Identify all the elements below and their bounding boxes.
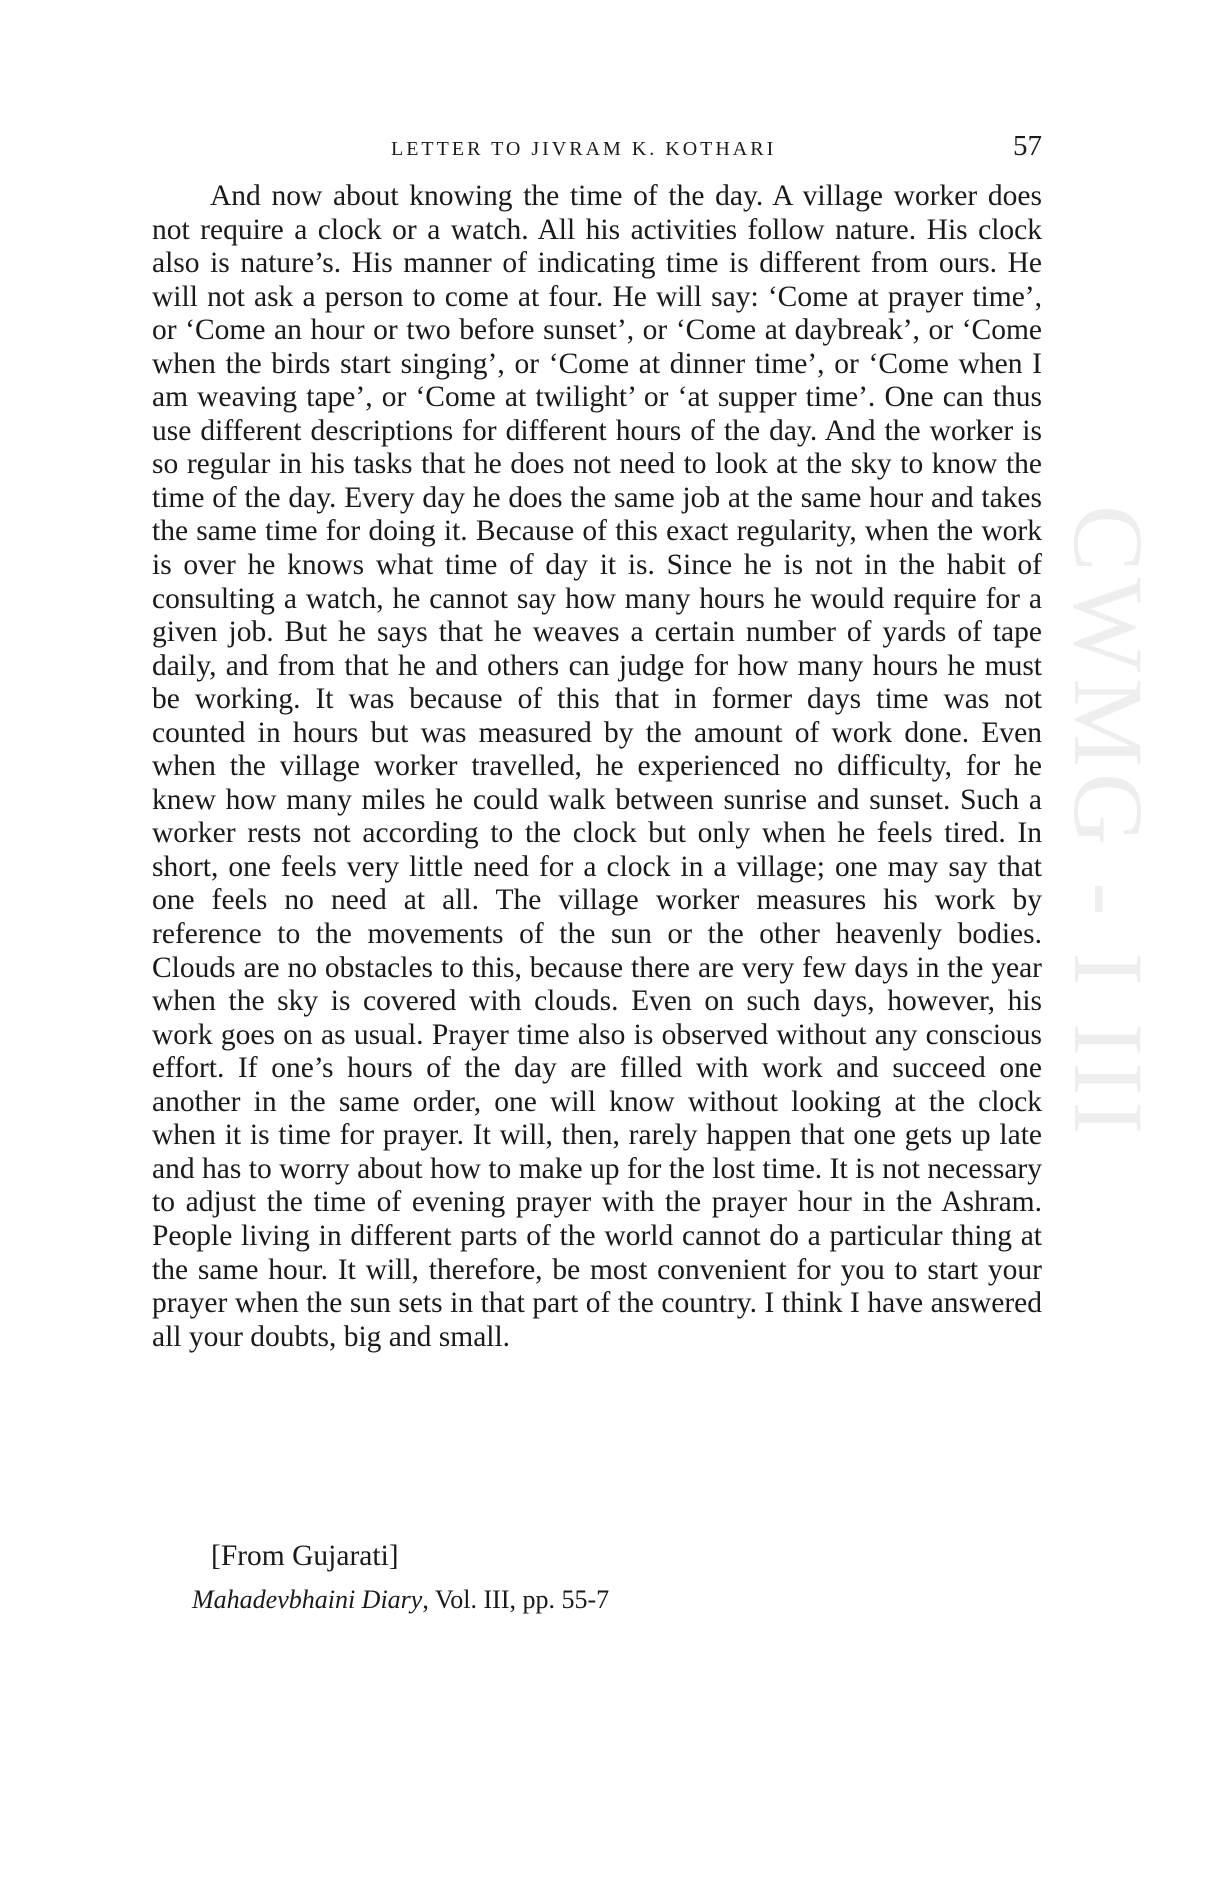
- citation: [192, 1585, 609, 1615]
- watermark: [1048, 505, 1164, 1405]
- citation-title: Mahadevbhaini Diary: [192, 1585, 423, 1614]
- body-paragraph: And now about knowing the time of the day. A village worker does not require a clock or a watch. All his activities follow nature. His clock also is nature’s. His manner of indicating time is different from ours. He will not ask a person to come at four. He will say: ‘Come at prayer time’, or ‘Come an hour or two before sunset’, or ‘Come at daybreak’, or ‘Come when the birds start singing’, or ‘Come at dinner time’, or ‘Come when I am weaving tape’, or ‘Come at twilight’ or ‘at supper time’. One can thus use different descriptions for different hours of the day. And the worker is so regular in his tasks that he does not need to look at the sky to know the time of the day. Every day he does the same job at the same hour and takes the same time for doing it. Because of this exact regularity, when the work is over he knows what time of day it is. Since he is not in the habit of consulting a watch, he cannot say how many hours he would require for a given job. But he says that he weaves a certain number of yards of tape daily, and from that he and others can judge for how many hours he must be working. It was because of this that in former days time was not counted in hours but was measured by the amount of work done. Even when the village worker travelled, he experienced no difficulty, for he knew how many miles he could walk between sunrise and sunset. Such a worker rests not according to the clock but only when he feels tired. In short, one feels very little need for a clock in a village; one may say that one feels no need at all. The village worker measures his work by reference to the movements of the sun or the other heavenly bodies. Clouds are no obstacles to this, because there are very few days in the year when the sky is covered with clouds. Even on such days, however, his work goes on as usual. Prayer time also is observed without any conscious effort. If one’s hours of the day are filled with work and succeed one another in the same order, one will know without looking at the clock when it is time for prayer. It will, then, rarely happen that one gets up late and has to worry about how to make up for the lost time. It is not necessary to adjust the time of evening prayer with the prayer hour in the Ashram. People living in different parts of the world cannot do a particular thing at the same hour. It will, therefore, be most convenient for you to start your prayer when the sun sets in that part of the country. I think I have answered all your doubts, big and small.: [152, 180, 1042, 1353]
- running-title: LETTER TO JIVRAM K. KOTHARI: [391, 138, 777, 160]
- citation-details: , Vol. III, pp. 55-7: [422, 1585, 610, 1614]
- watermark-text: CWMG - I III: [1053, 505, 1164, 1141]
- page-number: 57: [1013, 130, 1042, 162]
- page-header: [152, 128, 1042, 168]
- source-note: [From Gujarati]: [211, 1540, 399, 1572]
